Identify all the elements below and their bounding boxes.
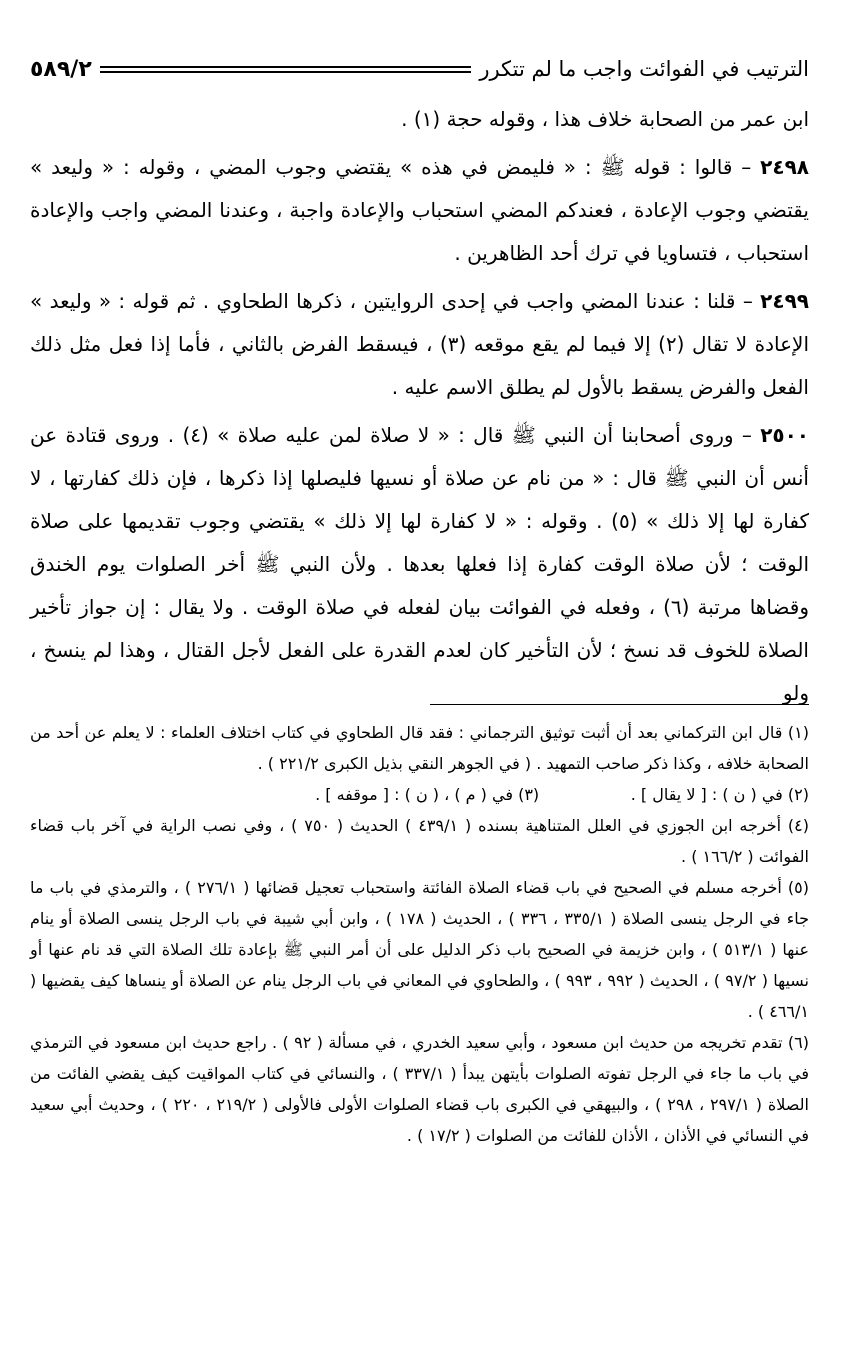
header-rule: [100, 66, 472, 73]
paragraph-text: – قلنا : عندنا المضي واجب في إحدى الروايتين ، ذكرها الطحاوي . ثم قوله : « وليعد » الإعادة لا تقال (٢) إلا فيما لم يقع موقعه (٣) ، فيسقط الفرض بالثاني ، فأما إذا فعل مثل ذلك الفعل والفرض يسقط بالأول لم يطلق الاسم عليه .: [30, 289, 810, 399]
footnote-divider: [430, 704, 809, 705]
page-number: ٥٨٩/٢: [30, 56, 92, 82]
footnote: (١) قال ابن التركماني بعد أن أثبت توثيق الترجماني : فقد قال الطحاوي في كتاب اختلاف العلماء : لا يعلم عن أحد من الصحابة خلافه ، وكذا ذكر صاحب التمهيد . ( في الجوهر النقي بذيل الكبرى ٢٢١/٢ ) .: [30, 723, 809, 773]
paragraph-text: ابن عمر من الصحابة خلاف هذا ، وقوله حجة (١) .: [401, 107, 809, 131]
paragraph: [30, 146, 809, 275]
footnote: (٦) تقدم تخريجه من حديث ابن مسعود ، وأبي سعيد الخدري ، في مسألة ( ٩٢ ) . راجع حديث ابن مسعود في الترمذي في باب ما جاء في الرجل تفوته الصلوات بأيتهن يبدأ ( ٣٣٧/١ ) ، والنسائي في كتاب المواقيت كيف يقضي الفائت من الصلاة ( ٢٩٧/١ ، ٢٩٨ ) ، والبيهقي في الكبرى باب قضاء الصلوات الأولى فالأولى ( ٢١٩/٢ ، ٢٢٠ ) ، وحديث أبي سعيد في النسائي في الأذان ، الأذان للفائت من الصلوات ( ١٧/٢ ) .: [30, 1033, 810, 1145]
footnote: (٥) أخرجه مسلم في الصحيح في باب قضاء الصلاة الفائتة واستحباب تعجيل قضائها ( ٢٧٦/١ ) ، والترمذي في باب ما جاء في الرجل ينسى الصلاة ( ٣٣٥/١ ، ٣٣٦ ) ، الحديث ( ١٧٨ ) ، وابن أبي شيبة في باب الرجل ينسى الصلاة أو ينام عنها ( ٥١٣/١ ) ، وابن خزيمة في الصحيح باب ذكر الدليل على أن أمر النبي ﷺ بإعادة تلك الصلاة التي قد نام عنها أو نسيها ( ٩٧/٢ ) ، الحديث ( ٩٩٢ ، ٩٩٣ ) ، والطحاوي في المعاني في باب الرجل ينام عن الصلاة أو ينساها كيف يقضيها ( ٤٦٦/١ ) .: [30, 878, 810, 1021]
issue-number: ٢٤٩٩: [760, 289, 809, 313]
paragraph-text: – وروى أصحابنا أن النبي ﷺ قال : « لا صلاة لمن عليه صلاة » (٤) . وروى قتادة عن أنس أن النبي ﷺ قال : « من نام عن صلاة أو نسيها فليصلها إذا ذكرها ، فإن ذلك كفارتها ، لا كفارة لها إلا ذلك » (٥) . وقوله : « لا كفارة لها إلا ذلك » يقتضي وجوب تقديمها على صلاة الوقت ؛ لأن صلاة الوقت كفارة إذا فعلها بعدها . ولأن النبي ﷺ أخر الصلوات يوم الخندق وقضاها مرتبة (٦) ، وفعله في الفوائت بيان لفعله في صلاة الوقت . ولا يقال : إن جواز تأخير الصلاة للخوف قد نسخ ؛ لأن التأخير كان لعدم القدرة على الفعل لأجل القتال ، وهذا لم ينسخ ، ولو: [30, 423, 809, 705]
main-text: [30, 98, 809, 720]
paragraph-text: – قالوا : قوله ﷺ : « فليمض في هذه » يقتضي وجوب المضي ، وقوله : « وليعد » يقتضي وجوب الإعادة ، فعندكم المضي استحباب والإعادة واجبة ، وعندنا المضي واجب والإعادة استحباب ، فتساويا في ترك أحد الظاهرين .: [30, 155, 809, 265]
issue-number: ٢٤٩٨: [760, 155, 809, 179]
footnotes: [30, 717, 809, 1151]
issue-number: ٢٥٠٠: [760, 423, 810, 447]
paragraph: [30, 98, 809, 141]
paragraph: [30, 280, 809, 409]
paragraph: [30, 414, 809, 715]
footnote: (٢) في ( ن ) : [ لا يقال ] . (٣) في ( م ) ، ( ن ) : [ موقفه ] .: [315, 785, 809, 804]
header-title: الترتيب في الفوائت واجب ما لم تتكرر: [479, 57, 809, 81]
footnote: (٤) أخرجه ابن الجوزي في العلل المتناهية بسنده ( ٤٣٩/١ ) الحديث ( ٧٥٠ ) ، وفي نصب الراية في آخر باب قضاء الفوائت ( ١٦٦/٢ ) .: [30, 816, 810, 866]
running-header: [30, 52, 809, 86]
